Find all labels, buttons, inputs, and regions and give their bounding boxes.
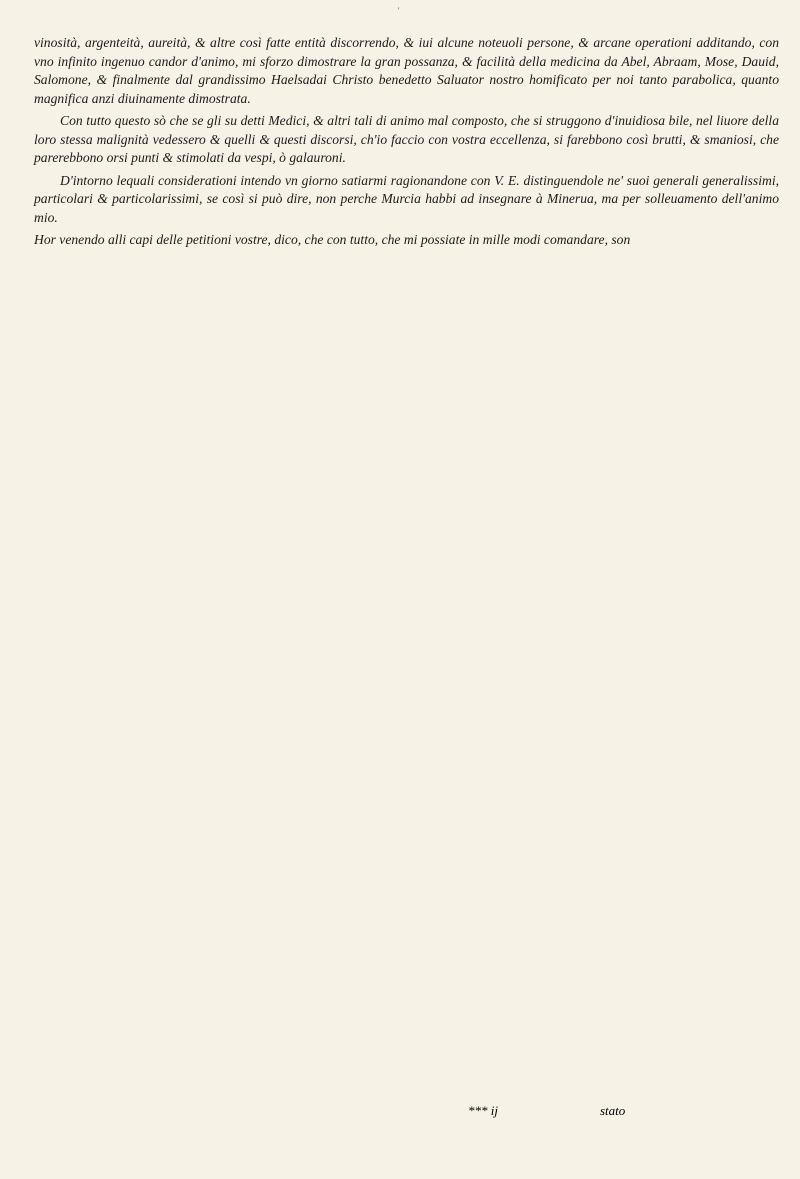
paragraph: Hor venendo alli capi delle petitioni vostre, dico, che con tutto, che mi possiate in mille modi comandare, son	[34, 232, 631, 247]
catchword: stato	[600, 1103, 626, 1118]
page-header-mark: '	[398, 6, 400, 15]
paragraph: Con tutto questo sò che se gli su detti Medici, & altri tali di animo mal composto, che si struggono d'inuidiosa bile, nel liuore della loro stessa malignità vedessero & quelli & questi discorsi, ch'io faccio con vostra eccellenza, si farebbono così brutti, & smaniosi, che parerebbono orsi punti & stimolati da vespi, ò galauroni.	[34, 113, 779, 165]
signature-mark: *** ij	[468, 1103, 498, 1118]
paragraph: D'intorno lequali considerationi intendo vn giorno satiarmi ragionandone con V. E. distinguendole ne' suoi generali generalissimi, particolari & particolarissimi, se così si può dire, non perche Murcia habbi ad insegnare à Minerua, ma per solleuamento dell'animo mio.	[34, 172, 779, 225]
main-text-block	[34, 34, 779, 254]
paragraph: vinosità, argenteità, aureità, & altre così fatte entità discorrendo, & iui alcune noteuoli persone, & arcane operationi additando, con vno infinito ingenuo candor d'animo, mi sforzo dimostrare la gran possanza, & facilità della medicina da Abel, Abraam, Mose, Dauid, Salomone, & finalmente dal grandissimo Haelsadai Christo benedetto Saluator nostro homificato per noi tanto parabolica, quanto magnifica anzi diuinamente dimostrata.	[34, 35, 779, 106]
